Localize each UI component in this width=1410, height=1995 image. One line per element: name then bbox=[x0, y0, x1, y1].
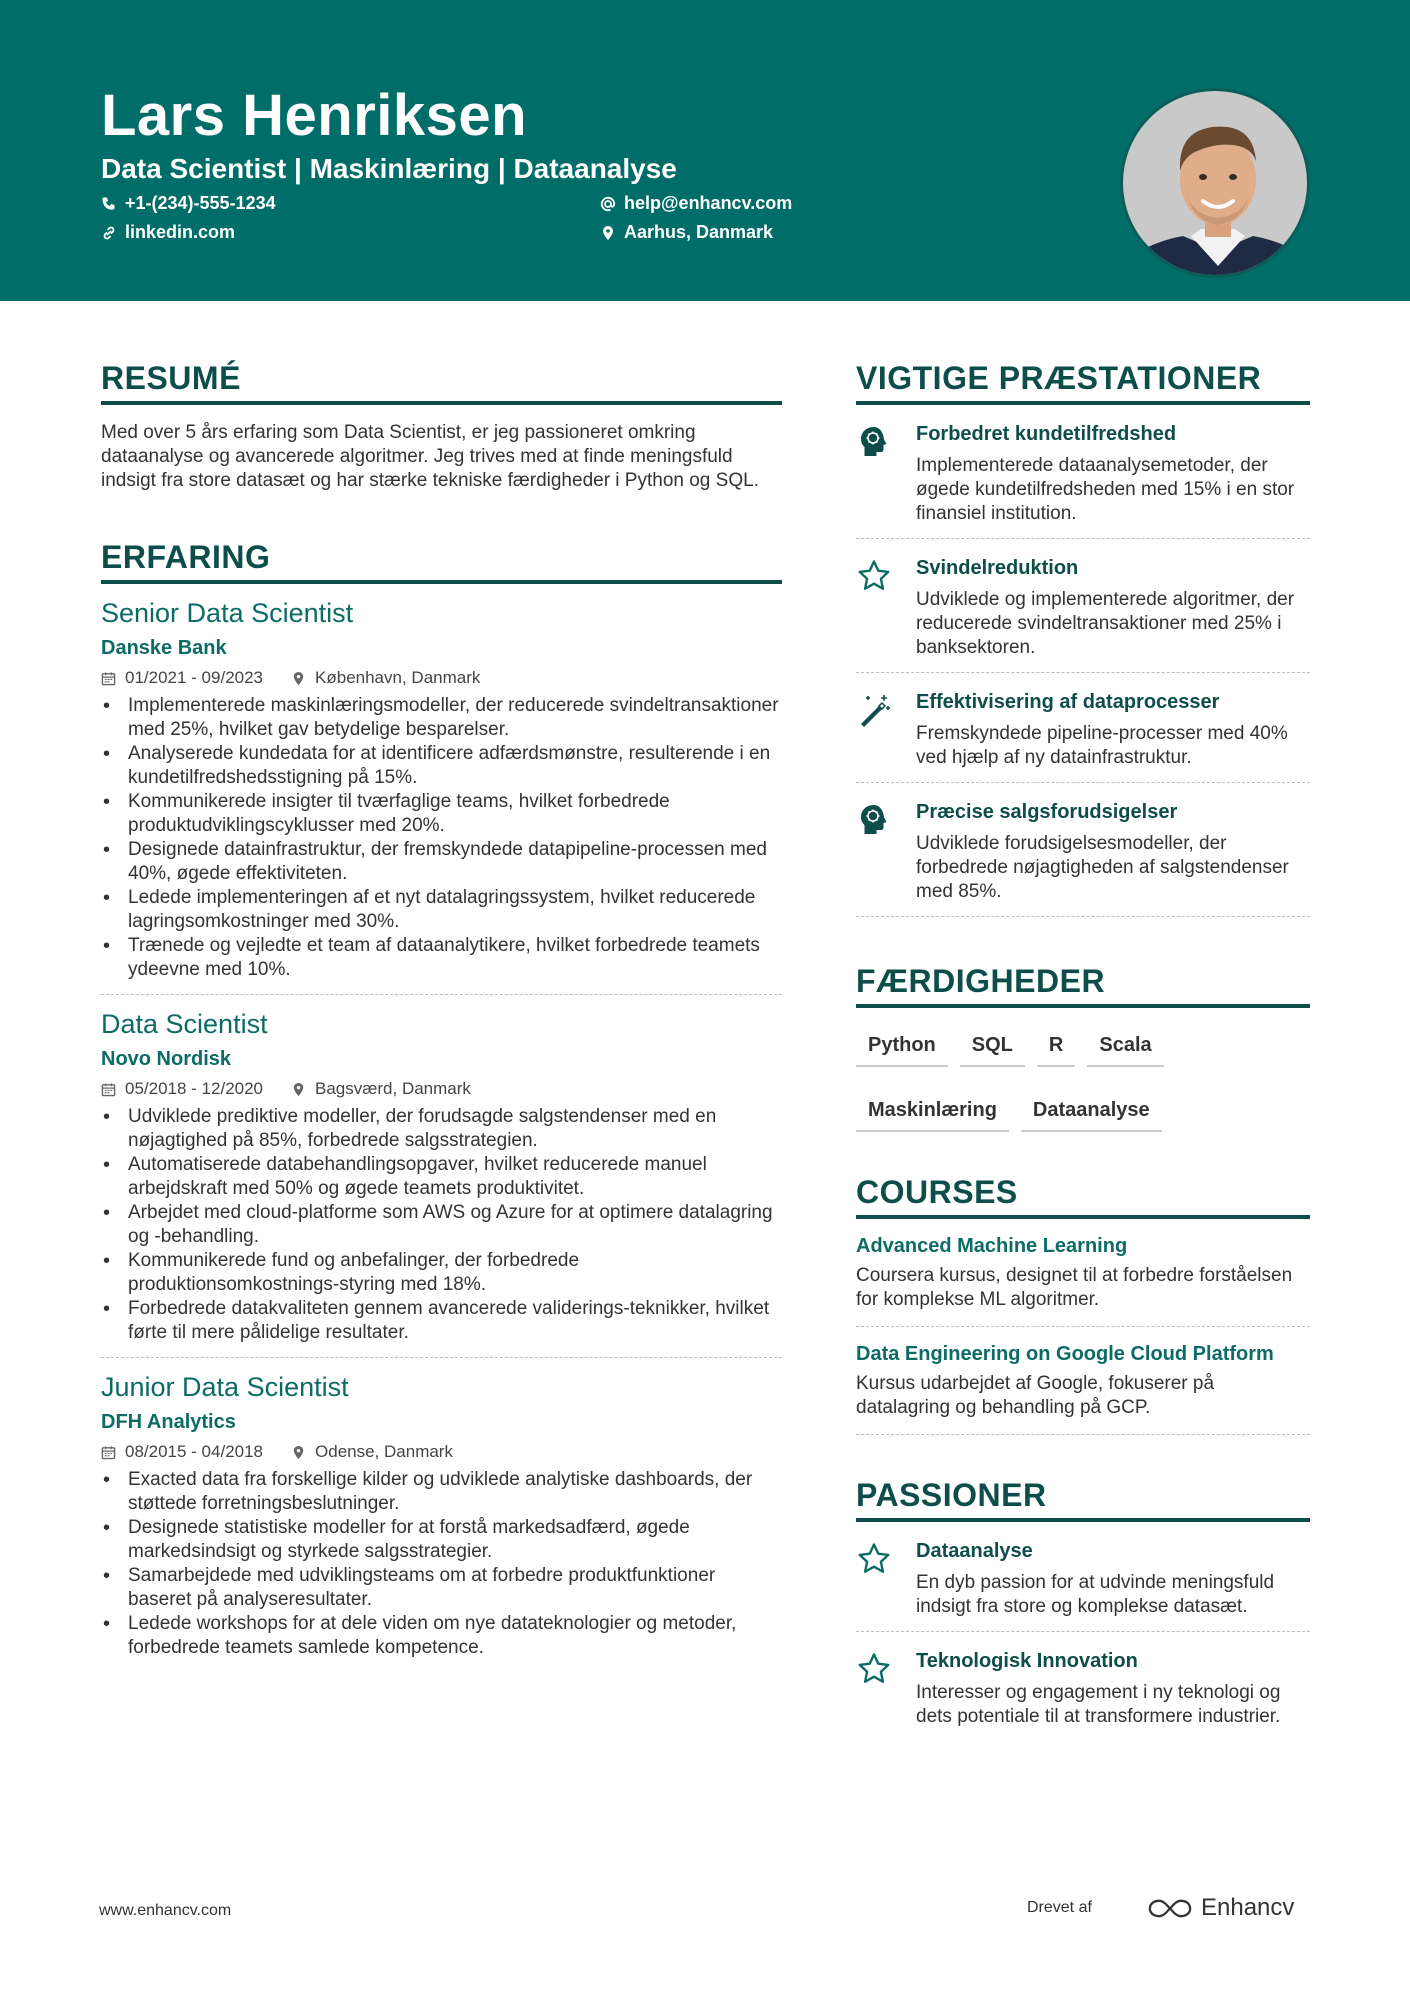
skill-tag: Python bbox=[856, 1024, 948, 1067]
passion-title: Teknologisk Innovation bbox=[916, 1650, 1138, 1672]
company-name: DFH Analytics bbox=[101, 1411, 236, 1433]
job-title: Data Scientist bbox=[101, 1009, 268, 1039]
achievement-desc: Fremskyndede pipeline-processer med 40% ved hjælp af ny datainfrastruktur. bbox=[916, 723, 1288, 768]
job-location bbox=[291, 1079, 471, 1099]
star-icon bbox=[856, 558, 892, 594]
job-bullet: • Exacted data fra forskellige kilder og udviklede analytiske dashboards, der støttede forretningsbeslutninger. bbox=[101, 1468, 782, 1516]
job-dates: 01/2021 - 09/2023 bbox=[125, 668, 264, 687]
job-location-text: Bagsværd, Danmark bbox=[315, 1079, 471, 1098]
job-bullet: • Forbedrede datakvaliteten gennem avancerede validerings-teknikker, hvilket førte til mere pålidelige resultater. bbox=[101, 1297, 782, 1345]
job-entry bbox=[101, 1009, 782, 1358]
map-pin-icon bbox=[600, 225, 616, 241]
location-text: Aarhus, Danmark bbox=[624, 222, 774, 242]
course-title: Data Engineering on Google Cloud Platform bbox=[856, 1343, 1274, 1365]
skill-tag: Maskinlæring bbox=[856, 1089, 1009, 1132]
infinity-logo-icon bbox=[1147, 1897, 1193, 1920]
magic-wand-icon bbox=[856, 692, 892, 728]
calendar-icon bbox=[101, 671, 116, 686]
job-dates: 05/2018 - 12/2020 bbox=[125, 1079, 264, 1098]
summary-heading: RESUMÉ bbox=[101, 360, 782, 405]
job-entry bbox=[101, 598, 782, 995]
job-bullet: • Kommunikerede fund og anbefalinger, der forbedrede produktionsomkostnings-styring med 18%. bbox=[101, 1249, 782, 1297]
achievement-item bbox=[856, 539, 1310, 673]
job-divider bbox=[101, 994, 782, 995]
map-pin-icon bbox=[291, 671, 306, 686]
achievement-title: Svindelreduktion bbox=[916, 557, 1079, 579]
job-bullet: • Implementerede maskinlæringsmodeller, der reducerede svindeltransaktioner med 25%, hvilket gav betydelige besparelser. bbox=[101, 694, 782, 742]
left-column bbox=[101, 360, 782, 1660]
passion-title: Dataanalyse bbox=[916, 1540, 1033, 1562]
right-column bbox=[856, 360, 1310, 1741]
achievement-title: Effektivisering af dataprocesser bbox=[916, 691, 1220, 713]
job-bullet: • Arbejdet med cloud-platforme som AWS og Azure for at optimere datalagring og -behandling. bbox=[101, 1201, 782, 1249]
calendar-icon bbox=[101, 1082, 116, 1097]
job-bullet: • Automatiserede databehandlingsopgaver, hvilket reducerede manuel arbejdskraft med 50% og øgede teamets produktivitet. bbox=[101, 1153, 782, 1201]
job-bullet: • Trænede og vejledte et team af dataanalytikere, hvilket forbedrede teamets ydeevne med 10%. bbox=[101, 934, 782, 982]
experience-heading: ERFARING bbox=[101, 539, 782, 584]
job-bullets bbox=[101, 1468, 782, 1660]
job-meta bbox=[101, 668, 782, 688]
summary-text: Med over 5 års erfaring som Data Scientist, er jeg passioneret omkring dataanalyse og avancerede algoritmer. Jeg trives med at finde meningsfuld indsigt fra store datasæt og har stærke tekniske færdigheder i Python og SQL. bbox=[101, 422, 759, 491]
footer-powered-by: Drevet af bbox=[1027, 1899, 1092, 1916]
skill-tag: R bbox=[1037, 1024, 1075, 1067]
job-bullet: • Kommunikerede insigter til tværfaglige teams, hvilket forbedrede produktudviklingscyklusser med 20%. bbox=[101, 790, 782, 838]
course-item bbox=[856, 1219, 1310, 1327]
calendar-icon bbox=[101, 1445, 116, 1460]
achievement-desc: Udviklede og implementerede algoritmer, der reducerede svindeltransaktioner med 25% i banksektoren. bbox=[916, 589, 1295, 658]
linkedin-contact[interactable] bbox=[101, 222, 235, 243]
job-location-text: København, Danmark bbox=[315, 668, 481, 687]
job-dates: 08/2015 - 04/2018 bbox=[125, 1442, 264, 1461]
phone-icon bbox=[101, 196, 117, 212]
course-desc: Kursus udarbejdet af Google, fokuserer på datalagring og behandling på GCP. bbox=[856, 1373, 1215, 1418]
passions-heading: PASSIONER bbox=[856, 1477, 1310, 1522]
job-bullets bbox=[101, 1105, 782, 1345]
location-contact bbox=[600, 222, 773, 243]
head-icon bbox=[856, 802, 892, 838]
skills-heading: FÆRDIGHEDER bbox=[856, 963, 1310, 1008]
profile-photo bbox=[1120, 88, 1310, 278]
passion-item bbox=[856, 1632, 1310, 1741]
job-bullet: • Analyserede kundedata for at identificere adfærdsmønstre, resulterende i en kundetilfredshedsstigning på 15%. bbox=[101, 742, 782, 790]
achievement-item bbox=[856, 405, 1310, 539]
skill-tag: Scala bbox=[1087, 1024, 1163, 1067]
passion-item bbox=[856, 1522, 1310, 1632]
email-text[interactable]: help@enhancv.com bbox=[624, 193, 793, 213]
course-desc: Coursera kursus, designet til at forbedre forståelsen for komplekse ML algoritmer. bbox=[856, 1265, 1293, 1310]
skills-list bbox=[856, 1024, 1310, 1154]
achievement-title: Præcise salgsforudsigelser bbox=[916, 801, 1178, 823]
link-icon bbox=[101, 225, 117, 241]
candidate-name: Lars Henriksen bbox=[101, 83, 528, 148]
job-divider bbox=[101, 1357, 782, 1358]
passion-desc: En dyb passion for at udvinde meningsfuld indsigt fra store og komplekse datasæt. bbox=[916, 1572, 1275, 1617]
achievement-item bbox=[856, 783, 1310, 917]
header-banner bbox=[0, 0, 1410, 301]
skill-tag: SQL bbox=[960, 1024, 1025, 1067]
star-icon bbox=[856, 1541, 892, 1577]
job-bullet: • Designede datainfrastruktur, der fremskyndede datapipeline-processen med 40%, øgede effektiviteten. bbox=[101, 838, 782, 886]
passion-desc: Interesser og engagement i ny teknologi og dets potentiale til at transformere industrier. bbox=[916, 1682, 1281, 1727]
job-bullet: • Ledede implementeringen af et nyt datalagringssystem, hvilket reducerede lagringsomkostninger med 30%. bbox=[101, 886, 782, 934]
company-name: Danske Bank bbox=[101, 637, 227, 659]
head-icon bbox=[856, 424, 892, 460]
map-pin-icon bbox=[291, 1445, 306, 1460]
enhancv-logo-text: Enhancv bbox=[1201, 1894, 1295, 1921]
star-icon bbox=[856, 1651, 892, 1687]
job-location-text: Odense, Danmark bbox=[315, 1442, 453, 1461]
company-name: Novo Nordisk bbox=[101, 1048, 232, 1070]
job-meta bbox=[101, 1442, 782, 1462]
achievement-item bbox=[856, 673, 1310, 783]
achievements-heading: VIGTIGE PRÆSTATIONER bbox=[856, 360, 1310, 405]
email-contact[interactable] bbox=[600, 193, 792, 214]
course-title: Advanced Machine Learning bbox=[856, 1235, 1128, 1257]
phone-contact bbox=[101, 193, 276, 214]
skill-tag: Dataanalyse bbox=[1021, 1089, 1162, 1132]
job-bullet: • Udviklede prediktive modeller, der forudsagde salgstendenser med en nøjagtighed på 85%, forbedrede salgsstrategien. bbox=[101, 1105, 782, 1153]
map-pin-icon bbox=[291, 1082, 306, 1097]
achievement-title: Forbedret kundetilfredshed bbox=[916, 423, 1177, 445]
job-meta bbox=[101, 1079, 782, 1099]
job-title: Senior Data Scientist bbox=[101, 598, 354, 628]
job-entry bbox=[101, 1372, 782, 1660]
job-bullet: • Designede statistiske modeller for at forstå markedsadfærd, øgede markedsindsigt og styrkede salgsstrategier. bbox=[101, 1516, 782, 1564]
job-bullet: • Ledede workshops for at dele viden om nye datateknologier og metoder, forbedrede teamets samlede kompetence. bbox=[101, 1612, 782, 1660]
job-bullets bbox=[101, 694, 782, 982]
courses-heading: COURSES bbox=[856, 1174, 1310, 1219]
course-item bbox=[856, 1327, 1310, 1435]
job-bullet: • Samarbejdede med udviklingsteams om at forbedre produktfunktioner baseret på analyseresultater. bbox=[101, 1564, 782, 1612]
linkedin-text[interactable]: linkedin.com bbox=[125, 222, 236, 242]
at-icon bbox=[600, 196, 616, 212]
job-location bbox=[291, 1442, 453, 1462]
achievement-desc: Implementerede dataanalysemetoder, der øgede kundetilfredsheden med 15% i en stor finansiel institution. bbox=[916, 455, 1295, 524]
phone-text: +1-(234)-555-1234 bbox=[125, 193, 276, 213]
job-location bbox=[291, 668, 480, 688]
footer-url[interactable]: www.enhancv.com bbox=[99, 1902, 232, 1919]
candidate-subtitle: Data Scientist | Maskinlæring | Dataanalyse bbox=[101, 153, 677, 184]
job-title: Junior Data Scientist bbox=[101, 1372, 349, 1402]
enhancv-logo[interactable] bbox=[1147, 1894, 1294, 1922]
achievement-desc: Udviklede forudsigelsesmodeller, der forbedrede nøjagtigheden af salgstendenser med 85%. bbox=[916, 833, 1289, 902]
